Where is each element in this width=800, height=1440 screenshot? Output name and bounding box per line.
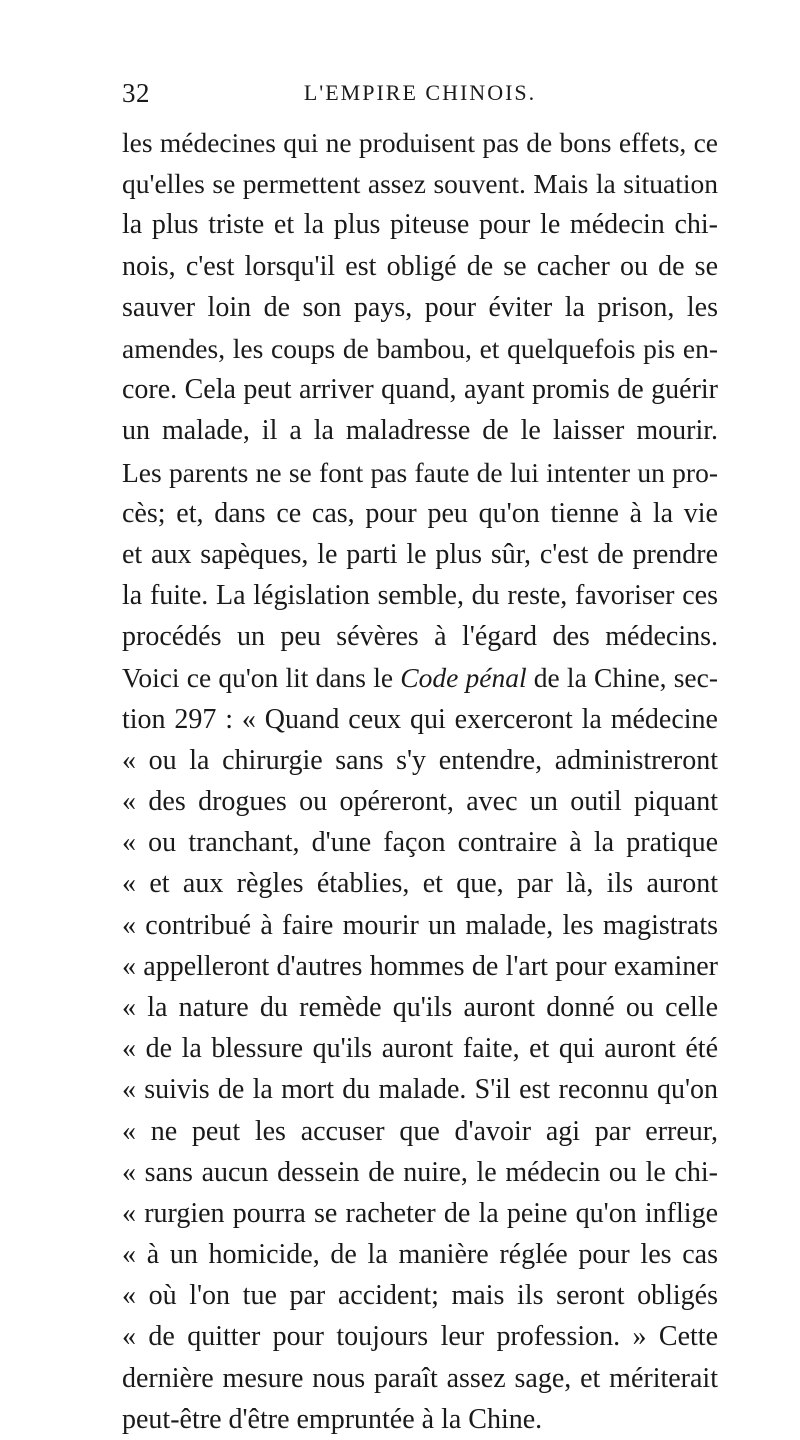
running-title: L'EMPIRE CHINOIS. [303, 80, 537, 105]
text-line: et aux sapèques, le parti le plus sûr, c'est de prendre [122, 538, 718, 570]
text-line: « rurgien pourra se racheter de la peine qu'on inflige [122, 1197, 718, 1229]
page-header [122, 76, 718, 110]
body-text [122, 122, 718, 1440]
text-line: Les parents ne se font pas faute de lui intenter un pro- [122, 456, 718, 488]
text-line: « ne peut les accuser que d'avoir agi par erreur, [122, 1115, 718, 1147]
text-line: peut-être d'être empruntée à la Chine. [122, 1403, 543, 1435]
text-segment: de la Chine, sec- [526, 662, 718, 694]
text-line: cès; et, dans ce cas, pour peu qu'on tienne à la vie [122, 497, 718, 529]
text-line: « la nature du remède qu'ils auront donné ou celle [122, 991, 718, 1023]
italic-title: Code pénal [400, 662, 527, 694]
text-line: « et aux règles établies, et que, par là, ils auront [122, 868, 718, 900]
text-line: la plus triste et la plus piteuse pour le médecin chi- [122, 209, 718, 241]
text-line: nois, c'est lorsqu'il est obligé de se cacher ou de se [122, 250, 718, 282]
text-line: tion 297 : « Quand ceux qui exerceront la médecine [122, 703, 718, 735]
text-line: « ou tranchant, d'une façon contraire à la pratique [122, 827, 718, 859]
text-line: « de quitter pour toujours leur profession. » Cette [122, 1321, 718, 1353]
text-line: « des drogues ou opéreront, avec un outil piquant [122, 786, 718, 817]
text-line: « sans aucun dessein de nuire, le médecin ou le chi- [122, 1156, 718, 1188]
text-line: « où l'on tue par accident; mais ils seront obligés [122, 1280, 718, 1312]
text-line: qu'elles se permettent assez souvent. Mais la situation [122, 168, 718, 200]
page-number: 32 [122, 78, 150, 108]
text-line [122, 657, 718, 698]
text-line: « suivis de la mort du malade. S'il est reconnu qu'on [122, 1074, 718, 1106]
text-line: la fuite. La législation semble, du reste, favoriser ces [122, 580, 718, 612]
text-segment: Voici ce qu'on lit dans le [122, 662, 401, 694]
text-line: procédés un peu sévères à l'égard des médecins. [122, 621, 718, 653]
text-line: « ou la chirurgie sans s'y entendre, administreront [122, 744, 718, 776]
text-line: « de la blessure qu'ils auront faite, et qui auront été [122, 1033, 718, 1065]
text-line: amendes, les coups de bambou, et quelquefois pis en- [122, 332, 718, 364]
text-line: les médecines qui ne produisent pas de bons effets, ce [122, 127, 718, 158]
text-line: core. Cela peut arriver quand, ayant promis de guérir [122, 374, 718, 406]
text-line: « contribué à faire mourir un malade, les magistrats [122, 909, 718, 941]
text-line: « à un homicide, de la manière réglée pour les cas [122, 1239, 718, 1271]
text-line: dernière mesure nous paraît assez sage, et mériterait [122, 1362, 718, 1394]
text-line: un malade, il a la maladresse de le laisser mourir. [122, 415, 718, 447]
text-line: « appelleront d'autres hommes de l'art pour examiner [122, 950, 718, 982]
text-line: sauver loin de son pays, pour éviter la prison, les [122, 291, 718, 323]
